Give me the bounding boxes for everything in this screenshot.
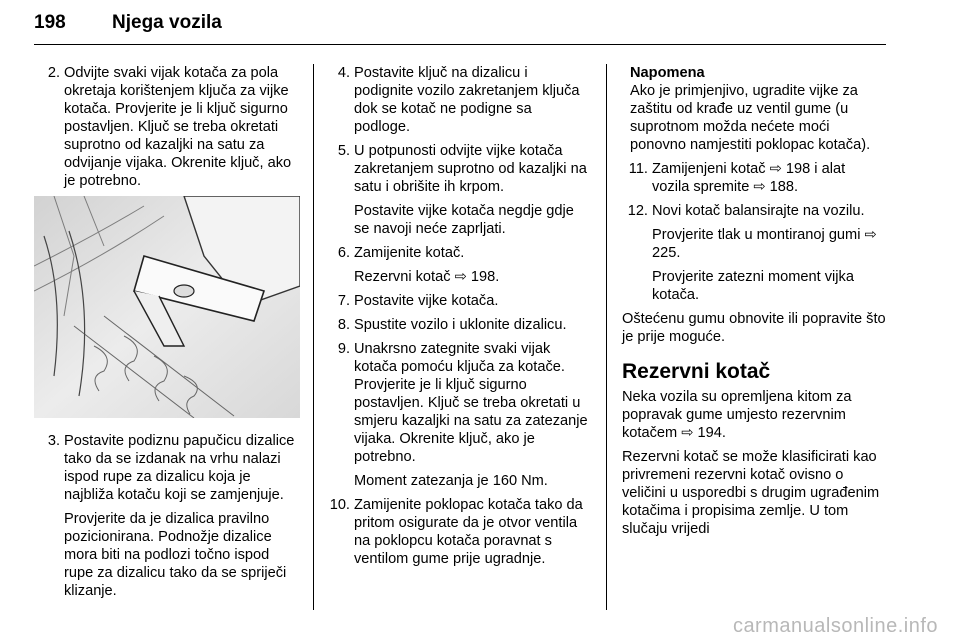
note-title: Napomena: [630, 65, 705, 81]
step-text: Postavite ključ na dizalicu i podignite vozilo zakretanjem ključa dok se kotač ne podigne sa podloge.: [354, 65, 580, 135]
step-number: 3.: [47, 433, 60, 449]
step-text: Spustite vozilo i uklonite dizalicu.: [354, 317, 567, 333]
step-number: 5.: [337, 143, 350, 159]
step-7: [324, 292, 590, 310]
repair-text: Oštećenu gumu obnovite ili popravite što je prije moguće.: [622, 311, 886, 345]
step-paragraph: Provjerite zatezni moment vijka kotača.: [652, 269, 854, 303]
step-8: [324, 316, 590, 334]
step-3: [34, 432, 300, 600]
section-paragraph-1: Neka vozila su opremljena kitom za popravak gume umjesto rezervnim kotačem ⇨ 194.: [622, 389, 852, 441]
step-number: 12.: [627, 203, 648, 219]
page-title: Njega vozila: [112, 12, 222, 33]
step-paragraph: Postavite vijke kotača negdje gdje se navoji neće zaprljati.: [354, 203, 574, 237]
note-text: Ako je primjenjivo, ugradite vijke za zaštitu od krađe uz ventil gume (u suprotnom možda nećete moći ponovno namjestiti poklopac kotača).: [630, 83, 871, 153]
step-paragraph: Provjerite tlak u montiranoj gumi ⇨ 225.: [652, 227, 877, 261]
step-9: [324, 340, 590, 490]
step-text: Postavite vijke kotača.: [354, 293, 499, 309]
column-2: [324, 64, 590, 574]
page-header: [34, 12, 886, 48]
step-number: 6.: [337, 245, 350, 261]
page-number: 198: [34, 12, 66, 33]
step-text: Zamijenite poklopac kotača tako da pritom osigurate da je otvor ventila na poklopcu kotača poravnat s ventilom gume prije ugradnje.: [354, 497, 583, 567]
section-paragraph-2: Rezervni kotač se može klasificirati kao privremeni rezervni kotač ovisno o veličini u usporedbi s drugim ugrađenim kotačima i propisima zemlje. U tom slučaju vrijedi: [622, 449, 880, 537]
header-rule: [34, 44, 886, 45]
step-number: 2.: [47, 65, 60, 81]
step-paragraph: Provjerite da je dizalica pravilno pozicionirana. Podnožje dizalice mora biti na podlozi točno ispod rupe za dizalicu tako da se spriječi klizanje.: [64, 511, 287, 599]
step-6: [324, 244, 590, 286]
step-paragraph: Moment zatezanja je 160 Nm.: [354, 473, 548, 489]
step-text: Postavite podiznu papučicu dizalice tako da se izdanak na vrhu nalazi ispod rupe za dizalicu koja je najbliža kotaču koji se zamjenjuje.: [64, 433, 295, 503]
step-10: [324, 496, 590, 568]
column-divider-2: [606, 64, 607, 610]
step-text: Zamijenjeni kotač ⇨ 198 i alat vozila spremite ⇨ 188.: [652, 161, 846, 195]
jack-drawing: [34, 196, 300, 418]
column-1: [34, 64, 300, 606]
step-11: [622, 160, 886, 196]
step-text: U potpunosti odvijte vijke kotača zakretanjem suprotno od kazaljki na satu i obrišite ih krpom.: [354, 143, 587, 195]
step-number: 8.: [337, 317, 350, 333]
column-divider-1: [313, 64, 314, 610]
step-text: Zamijenite kotač.: [354, 245, 465, 261]
step-text: Odvijte svaki vijak kotača za pola okretaja korištenjem ključa za vijke kotača. Provjerite je li ključ sigurno postavljen. Ključ se treba okretati suprotno od kazaljki na satu za odvijanje vijaka. Okrenite ključ, ako je potrebno.: [64, 65, 292, 189]
step-paragraph: Rezervni kotač ⇨ 198.: [354, 269, 500, 285]
step-text: Novi kotač balansirajte na vozilu.: [652, 203, 865, 219]
watermark: carmanualsonline.info: [732, 615, 938, 637]
step-number: 7.: [337, 293, 350, 309]
step-number: 4.: [337, 65, 350, 81]
step-text: Unakrsno zategnite svaki vijak kotača pomoću ključa za kotače. Provjerite je li ključ sigurno postavljen. Ključ se treba okretati u smjeru kazaljki na satu za zatezanje vijaka. Okrenite ključ, ako je potrebno.: [354, 341, 588, 465]
column-3: [622, 64, 886, 544]
step-number: 10.: [329, 497, 350, 513]
step-12: [622, 202, 886, 304]
step-number: 9.: [337, 341, 350, 357]
step-number: 11.: [628, 161, 648, 177]
jack-illustration: [34, 196, 300, 418]
step-5: [324, 142, 590, 238]
step-4: [324, 64, 590, 136]
step-2: [34, 64, 300, 190]
section-title: Rezervni kotač: [622, 360, 771, 383]
